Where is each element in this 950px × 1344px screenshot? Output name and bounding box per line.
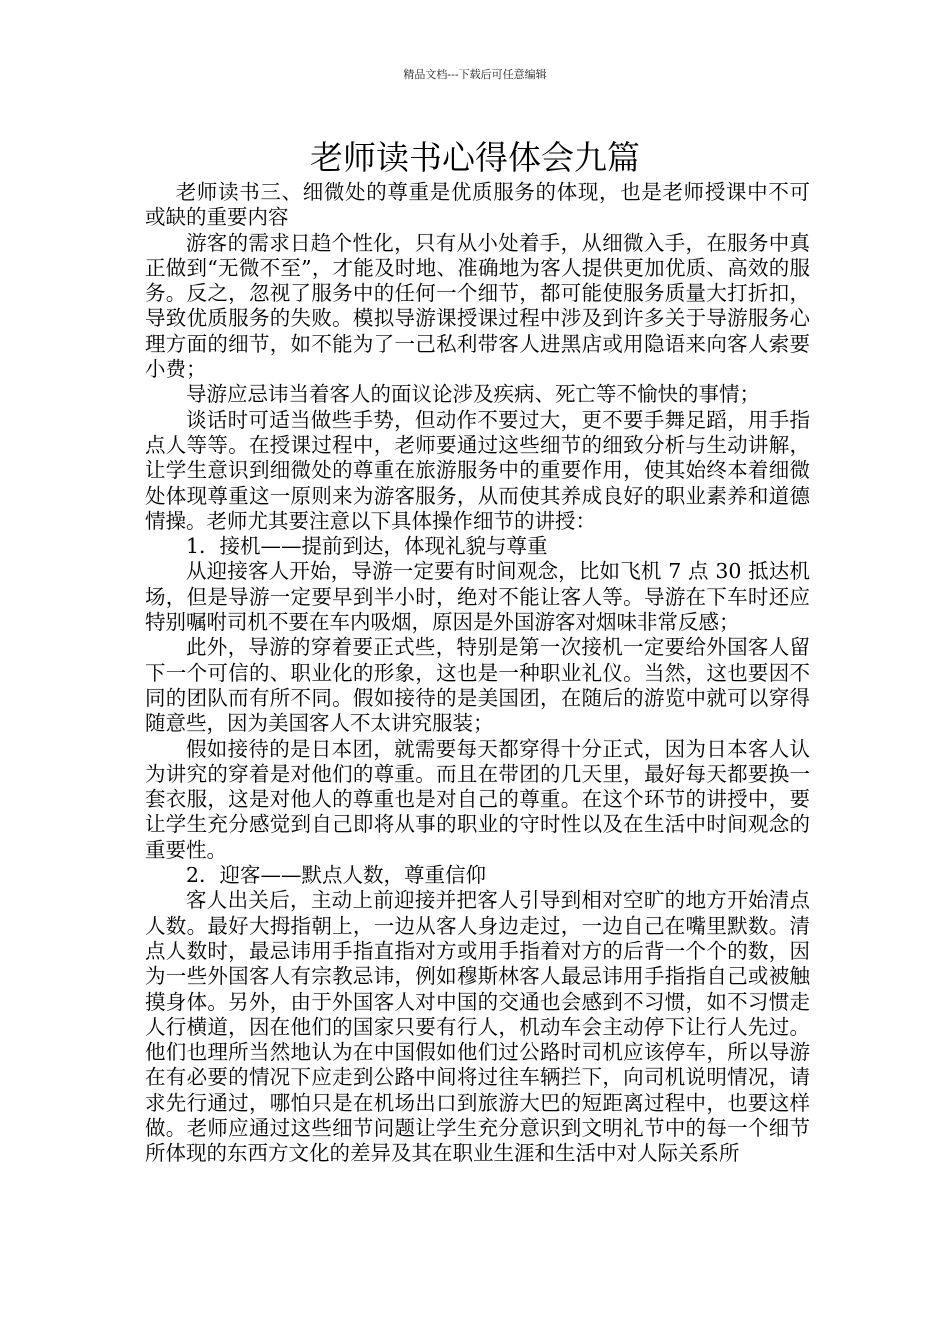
paragraph: 假如接待的是日本团，就需要每天都穿得十分正式，因为日本客人认为讲究的穿着是对他们的尊重。而且在带团的几天里，最好每天都要换一套衣服，这是对他人的尊重也是对自己的尊重。在这个环节的讲授中，要让学生充分感觉到自己即将从事的职业的守时性以及在生活中时间观念的重要性。 (145, 736, 810, 862)
paragraph: 谈话时可适当做些手势，但动作不要过大，更不要手舞足蹈，用手指点人等等。在授课过程中，老师要通过这些细节的细致分析与生动讲解，让学生意识到细微处的尊重在旅游服务中的重要作用，使其始终本着细微处体现尊重这一原则来为游客服务，从而使其养成良好的职业素养和道德情操。老师尤其要注意以下具体操作细节的讲授： (145, 407, 810, 533)
paragraph: 此外，导游的穿着要正式些，特别是第一次接机一定要给外国客人留下一个可信的、职业化的形象，这也是一种职业礼仪。当然，这也要因不同的团队而有所不同。假如接待的是美国团，在随后的游览中就可以穿得随意些，因为美国客人不太讲究服装； (145, 635, 810, 736)
paragraph: 老师读书三、细微处的尊重是优质服务的体现，也是老师授课中不可或缺的重要内容 (145, 180, 810, 230)
paragraph: 导游应忌讳当着客人的面议论涉及疾病、死亡等不愉快的事情； (186, 382, 760, 407)
paragraph: 从迎接客人开始，导游一定要有时间观念，比如飞机 7 点 30 抵达机场，但是导游一定要早到半小时，绝对不能让客人等。导游在下车时还应特别嘱咐司机不要在车内吸烟，原因是外国游客对烟味非常反感； (145, 559, 810, 635)
document-title: 老师读书心得体会九篇 (310, 138, 640, 177)
section-heading: 2．迎客——默点人数，尊重信仰 (186, 863, 487, 888)
header-note: 精品文档---下载后可任意编辑 (403, 68, 547, 81)
document-body (145, 180, 810, 1167)
paragraph: 客人出关后，主动上前迎接并把客人引导到相对空旷的地方开始清点人数。最好大拇指朝上，一边从客人身边走过，一边自己在嘴里默数。清点人数时，最忌讳用手指直指对方或用手指着对方的后背一个个的数，因为一些外国客人有宗教忌讳，例如穆斯林客人最忌讳用手指指自己或被触摸身体。另外，由于外国客人对中国的交通也会感到不习惯，如不习惯走人行横道，因在他们的国家只要有行人，机动车会主动停下让行人先过。他们也理所当然地认为在中国假如他们过公路时司机应该停车，所以导游在有必要的情况下应走到公路中间将过往车辆拦下，向司机说明情况，请求先行通过，哪怕只是在机场出口到旅游大巴的短距离过程中，也要这样做。老师应通过这些细节问题让学生充分意识到文明礼节中的每一个细节所体现的东西方文化的差异及其在职业生涯和生活中对人际关系所 (145, 888, 810, 1166)
paragraph: 游客的需求日趋个性化，只有从小处着手，从细微入手，在服务中真正做到“无微不至”，才能及时地、准确地为客人提供更加优质、高效的服务。反之，忽视了服务中的任何一个细节，都可能使服务质量大打折扣，导致优质服务的失败。模拟导游课授课过程中涉及到许多关于导游服务心理方面的细节，如不能为了一己私利带客人进黑店或用隐语来向客人索要小费； (145, 230, 810, 382)
section-heading: 1．接机——提前到达，体现礼貌与尊重 (186, 534, 548, 559)
